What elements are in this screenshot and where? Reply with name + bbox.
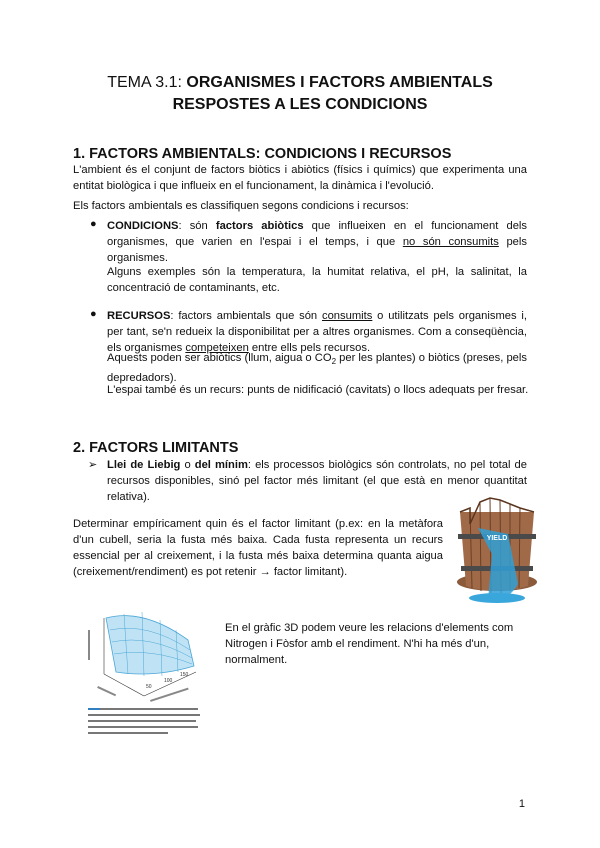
arrow-bullet-icon: ➢ (88, 459, 98, 471)
barrel-paragraph: Determinar empíricament quin és el factor limitant (p.ex: en la metàfora d'un cubell, seria la fusta més baixa. Cada fusta representa un recurs essencial per al creixement, i la fusta més baixa determina quanta aigua (creixement/rendiment) es pot retenir → factor limitant). (73, 518, 443, 578)
section1-classify: Els factors ambientals es classifiquen segons condicions i recursos: (73, 200, 409, 212)
recursos-item (107, 308, 527, 356)
page-title (0, 72, 600, 116)
recursos-u1: consumits (321, 310, 373, 322)
condicions-term: CONDICIONS (107, 220, 179, 232)
condicions-t3: pels organismes. (107, 236, 527, 264)
recursos-l2a: Aquests poden ser abiòtics (llum, aigua o CO (107, 352, 332, 364)
condicions-t1: : són (178, 220, 216, 232)
recursos-t3: entre ells pels recursos. (248, 342, 371, 354)
graph-tick: 100 (164, 678, 173, 684)
condicions-item (107, 218, 527, 266)
section1-heading: 1. FACTORS AMBIENTALS: CONDICIONS I RECURSOS (73, 146, 452, 162)
section2-heading: 2. FACTORS LIMITANTS (73, 440, 239, 456)
recursos-l2sub: 2 (331, 357, 337, 367)
page-number: 1 (518, 798, 525, 810)
title-line1: ORGANISMES I FACTORS AMBIENTALS (186, 74, 493, 91)
condicions-bold: factors abiòtics (215, 220, 304, 232)
barrel-yield-label: YIELD (486, 535, 508, 542)
recursos-l2b: per les plantes) o biòtics (preses, pels depredadors). (107, 352, 527, 385)
recursos-line2 (107, 350, 527, 386)
section1-intro: L'ambient és el conjunt de factors biòtics i abiòtics (físics i químics) que experimenta una entitat biològica i que influeix en el funcionament, la dinàmica i l'evolució. (73, 164, 527, 192)
recursos-line3: L'espai també és un recurs: punts de nidificació (cavitats) o llocs adequats per fresar. (107, 384, 529, 396)
yield-3d-graph-illustration (84, 600, 210, 740)
liebig-barrel-illustration (448, 494, 546, 604)
title-line2: RESPOSTES A LES CONDICIONS (172, 96, 428, 113)
graph-paragraph: En el gràfic 3D podem veure les relacions d'elements com Nitrogen i Fòsfor amb el rendiment. N'hi ha més d'un, normalment. (225, 622, 514, 666)
liebig-t1: o (180, 459, 195, 471)
title-prefix: TEMA 3.1: (107, 74, 187, 91)
bullet-dot: ● (90, 308, 97, 320)
recursos-u2: competeixen (185, 342, 249, 354)
recursos-term: RECURSOS (107, 310, 171, 322)
graph-tick: 150 (180, 672, 189, 678)
liebig-term: Llei de Liebig (107, 459, 181, 471)
condicions-examples: Alguns exemples són la temperatura, la humitat relativa, el pH, la salinitat, la concentració de contaminants, etc. (107, 266, 527, 294)
liebig-term2: del mínim (194, 459, 248, 471)
condicions-underline: no són consumits (402, 236, 499, 248)
condicions-t2: que influeixen en el funcionament dels organismes, que varien en l'espai i el temps, i que (107, 220, 527, 248)
graph-tick: 50 (146, 684, 152, 690)
recursos-t2: o utilitzats pels organismes i, per tant, se'n redueix la disponibilitat per a altres organismes. Com a conseqüència, els organismes (107, 310, 527, 354)
recursos-t1: : factors ambientals que són (170, 310, 322, 322)
bullet-dot: ● (90, 218, 97, 230)
liebig-t2: : els processos biològics són controlats, no pel total de recursos disponibles, sinó pel factor més limitant (el que està en menor quantitat relativa). (107, 459, 527, 503)
